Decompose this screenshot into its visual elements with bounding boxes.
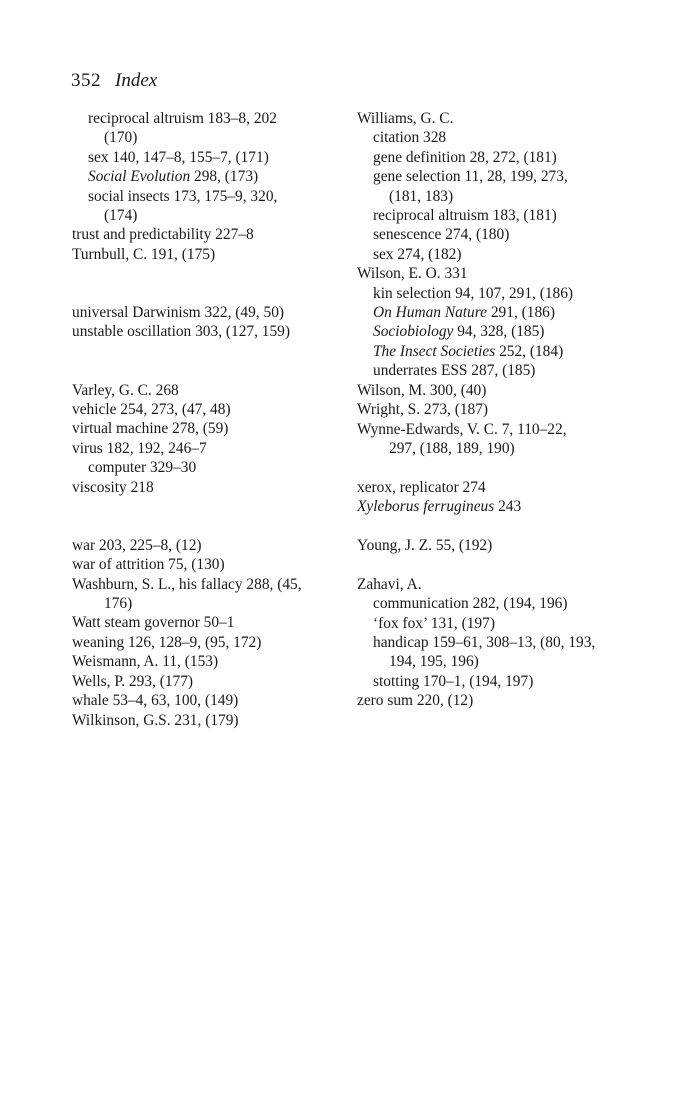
index-entry: [357, 575, 657, 594]
index-entry-text: viscosity 218: [72, 478, 154, 496]
index-entry-italic-title: The Insect Societies: [373, 342, 496, 360]
index-spacer: [357, 458, 657, 477]
index-entry: [72, 672, 342, 691]
index-entry-text: whale 53–4, 63, 100, (149): [72, 692, 239, 710]
index-entry-text: xerox, replicator 274: [357, 478, 486, 496]
index-subentry: [357, 284, 657, 303]
index-entry-text: stotting 170–1, (194, 197): [373, 672, 534, 690]
index-subentry: [357, 594, 657, 613]
index-subentry: [72, 109, 342, 128]
index-entry-text: reciprocal altruism 183–8, 202: [88, 110, 277, 127]
index-entry-text: underrates ESS 287, (185): [373, 362, 536, 380]
index-entry: [72, 419, 342, 438]
index-entry-italic-title: Xyleborus ferrugineus: [357, 498, 495, 516]
index-entry: [72, 536, 342, 555]
index-entry-text: 298, (173): [190, 168, 259, 186]
index-entry-text: virtual machine 278, (59): [72, 420, 229, 438]
index-entry-italic-title: Social Evolution: [88, 168, 191, 186]
index-entry-text: Wright, S. 273, (187): [357, 401, 489, 419]
index-entry-text: Zahavi, A.: [357, 575, 422, 593]
index-entry: [72, 400, 342, 419]
index-entry-text: Weismann, A. 11, (153): [72, 653, 219, 671]
index-entry-text: Turnbull, C. 191, (175): [72, 245, 216, 263]
index-subentry: [357, 167, 657, 186]
index-entry-text: vehicle 254, 273, (47, 48): [72, 401, 231, 419]
index-entry-text: zero sum 220, (12): [357, 692, 474, 710]
index-subentry: [357, 303, 657, 322]
index-entry-text: 194, 195, 196): [389, 653, 479, 671]
index-column-left: [72, 109, 342, 730]
index-spacer: [72, 264, 342, 283]
index-entry: [72, 225, 342, 244]
index-entry-text: Williams, G. C.: [357, 110, 454, 127]
index-entry: [357, 109, 657, 128]
index-entry-text: unstable oscillation 303, (127, 159): [72, 323, 291, 341]
index-subentry: [72, 458, 342, 477]
index-entry: [72, 652, 342, 671]
index-subentry: [72, 148, 342, 167]
index-entry: [357, 691, 657, 710]
index-entry: [72, 322, 342, 341]
index-entry-text: Wilkinson, G.S. 231, (179): [72, 711, 239, 729]
index-entry-text: weaning 126, 128–9, (95, 172): [72, 633, 262, 651]
index-entry-text: reciprocal altruism 183, (181): [373, 207, 557, 225]
index-entry-text: (170): [104, 129, 138, 147]
index-entry-text: communication 282, (194, 196): [373, 595, 568, 613]
index-entry-text: 94, 328, (185): [453, 323, 545, 341]
index-entry-text: 297, (188, 189, 190): [389, 439, 515, 457]
index-subentry: [357, 322, 657, 341]
index-subentry: [72, 167, 342, 186]
index-subentry: [357, 128, 657, 147]
index-subentry: [357, 361, 657, 380]
index-entry-continuation: [357, 652, 657, 671]
index-subentry: [357, 614, 657, 633]
index-entry-text: gene definition 28, 272, (181): [373, 148, 557, 166]
index-entry: [72, 303, 342, 322]
index-spacer: [72, 361, 342, 380]
index-entry-text: war 203, 225–8, (12): [72, 536, 202, 554]
index-entry-text: (174): [104, 207, 138, 225]
page-header: [71, 70, 157, 92]
index-entry: [357, 420, 657, 439]
index-entry-text: social insects 173, 175–9, 320,: [88, 187, 278, 205]
index-entry: [357, 264, 657, 283]
index-subentry: [357, 672, 657, 691]
index-entry-text: 176): [104, 595, 133, 613]
index-entry: [72, 478, 342, 497]
index-entry-continuation: [357, 187, 657, 206]
index-entry: [72, 613, 342, 632]
index-entry: [72, 439, 342, 458]
index-subentry: [357, 206, 657, 225]
index-entry-text: Wynne-Edwards, V. C. 7, 110–22,: [357, 420, 567, 438]
index-entry-text: (181, 183): [389, 187, 454, 205]
index-column-right: [357, 109, 657, 711]
index-entry-continuation: [72, 206, 342, 225]
index-entry-text: 252, (184): [495, 342, 564, 360]
index-entry-italic-title: On Human Nature: [373, 304, 488, 322]
index-spacer: [72, 516, 342, 535]
index-spacer: [357, 555, 657, 574]
index-entry: [357, 478, 657, 497]
page-number: 352: [71, 70, 101, 91]
index-entry: [72, 555, 342, 574]
index-entry: [72, 711, 342, 730]
index-entry-text: Wilson, M. 300, (40): [357, 381, 487, 399]
index-entry-text: Washburn, S. L., his fallacy 288, (45,: [72, 575, 302, 593]
index-entry: [357, 536, 657, 555]
index-entry-text: Young, J. Z. 55, (192): [357, 536, 493, 554]
index-entry-text: Varley, G. C. 268: [72, 381, 179, 399]
index-subentry: [357, 148, 657, 167]
index-spacer: [72, 497, 342, 516]
index-entry: [357, 497, 657, 516]
index-entry: [72, 633, 342, 652]
index-entry-italic-title: Sociobiology: [373, 323, 454, 341]
index-entry: [72, 381, 342, 400]
index-entry-text: computer 329–30: [88, 459, 197, 477]
index-entry-text: trust and predictability 227–8: [72, 226, 254, 244]
index-entry-text: Watt steam governor 50–1: [72, 614, 235, 632]
index-entry-text: sex 140, 147–8, 155–7, (171): [88, 148, 269, 166]
index-entry-text: Wilson, E. O. 331: [357, 265, 468, 283]
index-subentry: [357, 342, 657, 361]
index-entry-continuation: [72, 128, 342, 147]
index-entry: [72, 691, 342, 710]
index-entry-text: Wells, P. 293, (177): [72, 672, 194, 690]
index-spacer: [72, 342, 342, 361]
index-entry-text: handicap 159–61, 308–13, (80, 193,: [373, 633, 596, 651]
index-entry-text: universal Darwinism 322, (49, 50): [72, 304, 285, 322]
index-entry-continuation: [357, 439, 657, 458]
index-entry-text: kin selection 94, 107, 291, (186): [373, 284, 574, 302]
index-entry-text: virus 182, 192, 246–7: [72, 439, 207, 457]
index-entry-text: war of attrition 75, (130): [72, 556, 225, 574]
index-entry-text: gene selection 11, 28, 199, 273,: [373, 168, 568, 186]
index-entry: [357, 381, 657, 400]
index-entry-text: 291, (186): [487, 304, 555, 322]
index-spacer: [357, 517, 657, 536]
index-entry-text: citation 328: [373, 129, 447, 147]
index-entry-text: sex 274, (182): [373, 245, 462, 263]
index-spacer: [72, 284, 342, 303]
index-entry-text: senescence 274, (180): [373, 226, 510, 244]
index-subentry: [357, 633, 657, 652]
index-entry: [72, 245, 342, 264]
page-title: Index: [115, 70, 158, 91]
index-entry-continuation: [72, 594, 342, 613]
index-entry: [357, 400, 657, 419]
index-entry-text: ‘fox fox’ 131, (197): [373, 614, 495, 632]
index-entry-text: 243: [494, 498, 522, 516]
index-subentry: [357, 245, 657, 264]
index-subentry: [72, 187, 342, 206]
index-subentry: [357, 225, 657, 244]
index-entry: [72, 575, 342, 594]
